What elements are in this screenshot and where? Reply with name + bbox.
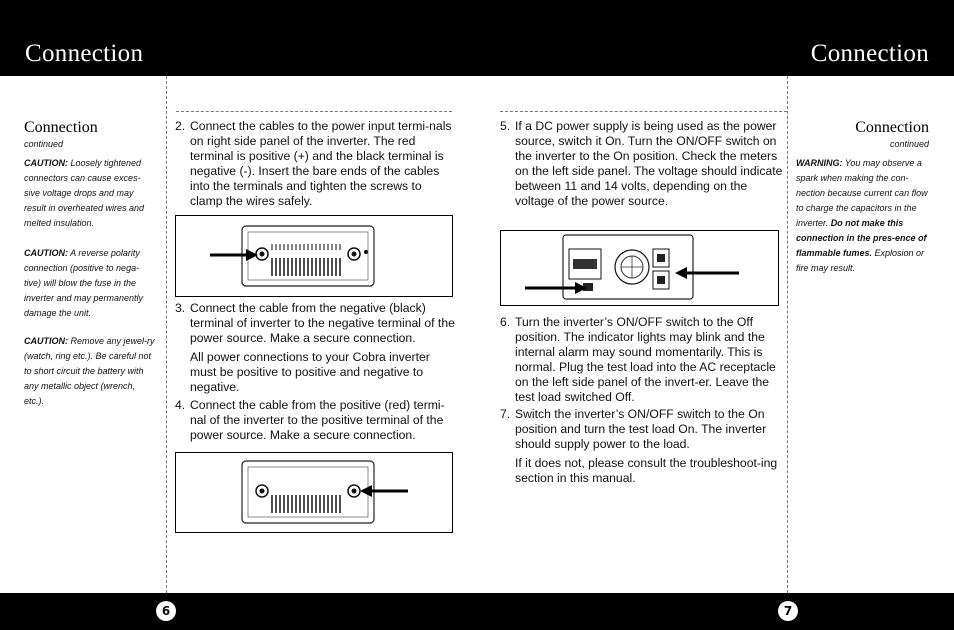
header-bar xyxy=(0,0,954,76)
step-text: Connect the cable from the negative (black) terminal of inverter to the negative terminal of the power source. Make a secure connection. xyxy=(190,301,455,345)
inverter-front-illustration xyxy=(501,231,778,305)
step-number: 6. xyxy=(500,315,511,329)
page-number-right: 7 xyxy=(778,601,798,621)
step-note: All power connections to your Cobra inverter must be positive to positive and negative to negative. xyxy=(190,350,430,394)
step-text: Turn the inverter’s ON/OFF switch to the Off position. The indicator lights may blink and the internal alarm may sound momentarily. This is normal. Plug the test load into the AC receptacle on the left side panel of the invert-er. Leave the test load switched Off. xyxy=(515,315,776,404)
warning-spark xyxy=(796,156,930,276)
inverter-front-panel-figure xyxy=(500,230,779,306)
step-number: 7. xyxy=(500,407,511,421)
caution-loose-connectors xyxy=(24,156,156,231)
step-text: If a DC power supply is being used as the power source, switch it On. Turn the ON/OFF switch on the inverter to the On position. Check the meters on the left side panel. The voltage should indicate between 11 and 14 volts, depending on the voltage of the power source. xyxy=(515,119,783,208)
page-title-right: Connection xyxy=(810,40,929,67)
step-2 xyxy=(175,119,455,209)
step-text: Switch the inverter’s ON/OFF switch to the On position and turn the test load On. The inverter should supply power to the load. xyxy=(515,407,767,451)
inverter-illustration xyxy=(176,216,452,296)
step-number: 5. xyxy=(500,119,511,133)
inverter-side-panel-figure-1 xyxy=(175,215,453,297)
warning-tail: Explosion or fire may result. xyxy=(796,248,925,273)
step-text: Connect the cable from the positive (red) termi-nal of the inverter to the positive terminal of the power source. Make a secure connection. xyxy=(190,398,445,442)
footer-bar xyxy=(0,593,954,630)
warning-label: WARNING: xyxy=(796,158,843,168)
step-number: 2. xyxy=(175,119,186,133)
inverter-illustration xyxy=(176,453,452,532)
step-7 xyxy=(500,407,785,486)
left-sidebar-title: Connection xyxy=(24,119,98,136)
left-sidebar-subtitle: continued xyxy=(24,139,64,149)
right-divider xyxy=(787,76,788,593)
step-text: Connect the cables to the power input termi-nals on right side panel of the inverter. The red terminal is positive (+) and the black terminal is negative (-). Insert the bare ends of the cables into the terminals and tighten the screws to clamp the wires safely. xyxy=(190,119,452,208)
caution-text: Remove any jewel-ry (watch, ring etc.). Be careful not to short circuit the battery with any metallic object (wrench, etc.). xyxy=(24,336,155,406)
page-title-left: Connection xyxy=(25,40,144,67)
caution-label: CAUTION: xyxy=(24,158,68,168)
right-rule xyxy=(500,111,787,112)
caution-label: CAUTION: xyxy=(24,248,68,258)
warning-emphasis: Do not make this connection in the pres-ence of flammable fumes. xyxy=(796,218,927,258)
left-rule xyxy=(176,111,452,112)
step-5 xyxy=(500,119,785,209)
right-sidebar-title: Connection xyxy=(855,119,929,136)
caution-text: A reverse polarity connection (positive to nega-tive) will blow the fuse in the inverter and may permanently damage the unit. xyxy=(24,248,144,318)
warning-text: You may observe a spark when making the con-nection because current can flow to charge the capacitors in the inverter. xyxy=(796,158,928,228)
caution-reverse-polarity xyxy=(24,246,156,321)
page-number-left: 6 xyxy=(156,601,176,621)
left-divider xyxy=(166,76,167,593)
step-3 xyxy=(175,301,455,395)
caution-jewelry xyxy=(24,334,156,409)
caution-text: Loosely tightened connectors can cause exces-sive voltage drops and may result in overheated wires and melted insulation. xyxy=(24,158,145,228)
step-note: If it does not, please consult the troubleshoot-ing section in this manual. xyxy=(515,456,778,485)
caution-label: CAUTION: xyxy=(24,336,68,346)
step-number: 3. xyxy=(175,301,186,315)
right-sidebar-subtitle: continued xyxy=(889,139,929,149)
inverter-side-panel-figure-2 xyxy=(175,452,453,533)
step-6 xyxy=(500,315,785,405)
step-4 xyxy=(175,398,455,443)
step-number: 4. xyxy=(175,398,186,412)
